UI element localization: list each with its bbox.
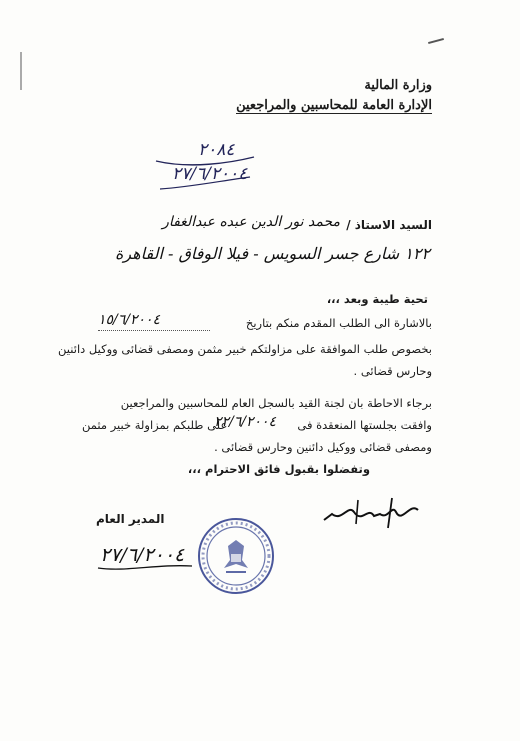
signatory-title: المدير العام [96, 512, 165, 526]
date-dots [98, 330, 210, 331]
addressee-label: السيد الاستاذ / [346, 218, 432, 232]
paragraph1-line3: وحارس قضائى . [353, 364, 432, 378]
paragraph2-line2-suffix: على طلبكم بمزاولة خبير مثمن [82, 418, 228, 432]
addressee-name: محمد نور الدين عبده عبدالغفار [162, 214, 340, 230]
paragraph1-line2: بخصوص طلب الموافقة على مزاولتكم خبير مثمن ومصفى قضائى ووكيل دائنين [58, 342, 432, 356]
reference-date: ٢٧/٦/٢٠٠٤ [172, 164, 248, 184]
paragraph2-line2-prefix: وافقت بجلستها المنعقدة فى [297, 418, 432, 432]
department-name: الإدارة العامة للمحاسبين والمراجعين [236, 98, 432, 113]
signatory-date: ٢٧/٦/٢٠٠٤ [100, 544, 185, 566]
date-underline [96, 560, 196, 574]
request-date: ١٥/٦/٢٠٠٤ [98, 312, 161, 328]
addressee-address: ١٢٢ شارع جسر السويس - فيلا الوفاق - القاهرة [114, 244, 430, 263]
paragraph2-line3: ومصفى قضائى ووكيل دائنين وحارس قضائى . [214, 440, 432, 454]
paragraph2-line1: برجاء الاحاطة بان لجنة القيد بالسجل العام للمحاسبين والمراجعين [120, 396, 432, 410]
signature [318, 494, 428, 534]
scan-mark [20, 52, 22, 90]
greeting: تحية طيبة وبعد ،،، [326, 292, 428, 306]
closing: وتفضلوا بقبول فائق الاحترام ،،، [187, 462, 370, 476]
session-date: ٢٢/٦/٢٠٠٤ [214, 414, 277, 430]
official-stamp [196, 516, 276, 596]
reference-number: ٢٠٨٤ [198, 140, 235, 160]
reference-underline [150, 155, 260, 195]
ministry-name: وزارة المالية [364, 78, 432, 93]
scan-mark [428, 38, 444, 44]
paragraph1-line1-prefix: بالاشارة الى الطلب المقدم منكم بتاريخ [245, 316, 432, 330]
